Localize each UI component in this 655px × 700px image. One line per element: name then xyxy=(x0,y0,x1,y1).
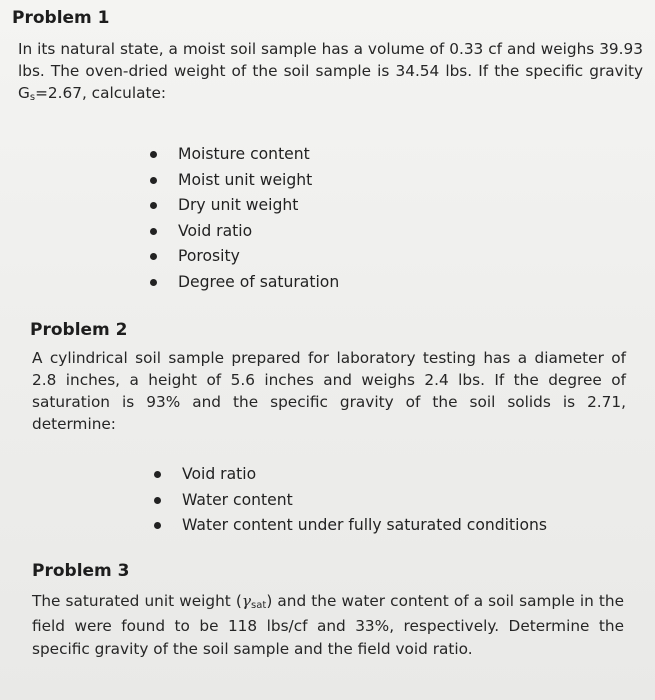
bullet-icon xyxy=(150,151,157,158)
bullet-icon xyxy=(154,471,161,478)
problem-1-text xyxy=(18,38,643,107)
problem-1-text-part1: In its natural state, a moist soil sample has a volume of 0.33 cf and weighs 39.93 lbs. The oven-dried weight of the soil sample is 34.54 lbs. If the specific gravity G xyxy=(18,40,643,102)
list-item-label: Moisture content xyxy=(178,145,310,163)
problem-1-title: Problem 1 xyxy=(12,8,110,28)
bullet-icon xyxy=(150,253,157,260)
list-item-label: Dry unit weight xyxy=(178,196,299,214)
list-item-label: Water content xyxy=(182,490,293,509)
problem-2-bullet-list xyxy=(154,462,594,539)
bullet-icon xyxy=(154,522,161,529)
problem-3-text-part2: ) and the water content of a soil sample in the field were found to be 118 lbs/cf and 33%, respectively. Determine the specific gravity of the soil sample and the field void ratio. xyxy=(32,592,625,658)
gamma-symbol: γ xyxy=(241,592,252,610)
list-item-label: Degree of saturation xyxy=(178,272,340,291)
list-item-label: Moist unit weight xyxy=(178,170,313,189)
list-item xyxy=(150,270,510,296)
list-item xyxy=(150,244,510,270)
problem-3-text-part1: The saturated unit weight ( xyxy=(32,592,242,610)
list-item xyxy=(154,513,594,539)
list-item xyxy=(150,168,510,194)
list-item xyxy=(154,462,594,488)
list-item-label: Void ratio xyxy=(178,221,253,240)
list-item-label: Void ratio xyxy=(182,465,257,483)
problem-1-text-sub: s xyxy=(29,92,36,103)
problem-1-text-part2: =2.67, calculate: xyxy=(35,84,167,102)
bullet-icon xyxy=(154,497,161,504)
list-item-label: Porosity xyxy=(178,247,240,265)
problem-2-text: A cylindrical soil sample prepared for laboratory testing has a diameter of 2.8 inches, a height of 5.6 inches and weighs 2.4 lbs. If the degree of saturation is 93% and the specific gravity of the soil solids is 2.71, determine: xyxy=(32,349,626,433)
list-item xyxy=(150,193,510,219)
bullet-icon xyxy=(150,228,157,235)
gamma-subscript: sat xyxy=(251,600,267,611)
problem-2-title: Problem 2 xyxy=(30,320,128,340)
bullet-icon xyxy=(150,177,157,184)
problem-3-title: Problem 3 xyxy=(32,561,130,581)
list-item xyxy=(154,488,594,514)
bullet-icon xyxy=(150,202,157,209)
bullet-icon xyxy=(150,279,157,286)
list-item xyxy=(150,219,510,245)
list-item xyxy=(150,142,510,168)
problem-1-bullet-list xyxy=(150,142,510,295)
problem-3-text xyxy=(32,590,624,661)
list-item-label: Water content under fully saturated conditions xyxy=(182,516,547,534)
